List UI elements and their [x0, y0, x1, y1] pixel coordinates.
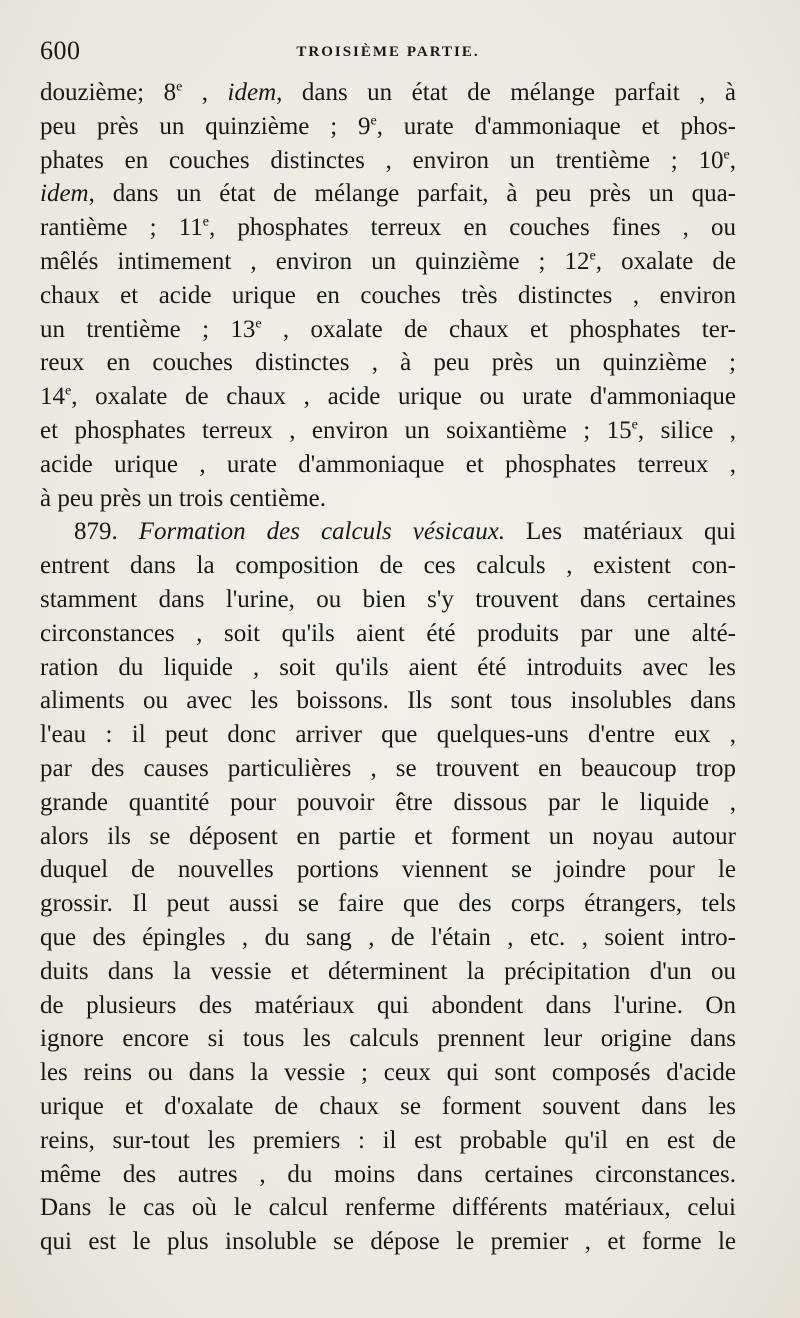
- text-segment: 14: [40, 383, 65, 411]
- ordinal-superscript: e: [202, 214, 209, 230]
- text-segment: par des causes particulières , se trouvent en beaucoup trop: [40, 754, 736, 782]
- text-segment: ,: [182, 79, 228, 106]
- text-line: [40, 989, 736, 1023]
- text-line: [40, 651, 736, 685]
- text-segment: et phosphates terreux , environ un soixantième ; 15: [40, 416, 632, 444]
- text-segment: que des épingles , du sang , de l'étain , etc. , soient intro-: [40, 923, 736, 951]
- text-segment: duquel de nouvelles portions viennent se joindre pour le: [40, 856, 736, 884]
- text-line: [40, 617, 736, 651]
- ordinal-superscript: e: [589, 248, 596, 264]
- text-segment: , silice ,: [637, 416, 736, 444]
- text-line: [40, 718, 736, 752]
- text-segment: urique et d'oxalate de chaux se forment souvent dans les: [40, 1092, 736, 1120]
- text-segment: reux en couches distinctes , à peu près un quinzième ;: [40, 349, 736, 377]
- text-segment: douzième; 8: [40, 79, 177, 106]
- ordinal-superscript: e: [723, 147, 730, 163]
- text-segment: , phosphates terreux en couches fines , ou: [208, 214, 736, 242]
- italic-text: idem: [40, 180, 89, 208]
- text-segment: acide urique , urate d'ammoniaque et phosphates terreux ,: [40, 450, 736, 478]
- text-line: [40, 549, 736, 583]
- text-segment: stamment dans l'urine, ou bien s'y trouvent dans certaines: [40, 585, 736, 613]
- text-line: [40, 1090, 736, 1124]
- text-line: [40, 515, 736, 549]
- text-segment: ration du liquide , soit qu'ils aient été introduits avec les: [40, 653, 736, 681]
- text-line: [40, 144, 736, 178]
- text-segment: mêlés intimement , environ un quinzième ; 12: [40, 247, 590, 275]
- text-line: [40, 380, 736, 414]
- text-segment: 879.: [74, 518, 139, 546]
- text-line: [40, 1158, 736, 1192]
- text-segment: Les matériaux qui: [505, 518, 736, 546]
- text-segment: duits dans la vessie et déterminent la précipitation d'un ou: [40, 957, 736, 985]
- text-segment: rantième ; 11: [40, 214, 203, 242]
- ordinal-superscript: e: [255, 316, 262, 332]
- italic-text: idem: [227, 79, 277, 106]
- text-line: [40, 211, 736, 245]
- text-line: [40, 245, 736, 279]
- text-segment: aliments ou avec les boissons. Ils sont tous insolubles dans: [40, 687, 736, 715]
- text-line: [40, 1056, 736, 1090]
- page-header: [40, 36, 736, 76]
- text-segment: peu près un quinzième ; 9: [40, 112, 371, 140]
- text-line: [40, 414, 736, 448]
- text-line: [40, 177, 736, 211]
- text-segment: de plusieurs des matériaux qui abondent dans l'urine. On: [40, 991, 736, 1019]
- text-segment: entrent dans la composition de ces calculs , existent con-: [40, 552, 736, 580]
- text-segment: ignore encore si tous les calculs prennent leur origine dans: [40, 1025, 736, 1053]
- text-line: [40, 583, 736, 617]
- text-segment: l'eau : il peut donc arriver que quelques-uns d'entre eux ,: [40, 721, 736, 749]
- text-segment: , dans un état de mélange parfait, à peu près un qua-: [88, 180, 736, 208]
- italic-text: Formation des calculs vésicaux.: [138, 518, 506, 546]
- text-segment: qui est le plus insoluble se dépose le premier , et forme le: [40, 1228, 736, 1256]
- text-line: [40, 887, 736, 921]
- text-segment: , urate d'ammoniaque et phos-: [376, 112, 736, 140]
- text-segment: Dans le cas où le calcul renferme différents matériaux, celui: [40, 1194, 736, 1222]
- text-line: [40, 1225, 736, 1259]
- text-segment: les reins ou dans la vessie ; ceux qui sont composés d'acide: [40, 1059, 736, 1087]
- text-line: [40, 921, 736, 955]
- text-line: [40, 955, 736, 989]
- text-line: [40, 786, 736, 820]
- running-head: TROISIÈME PARTIE.: [296, 44, 480, 60]
- text-line: [40, 279, 736, 313]
- text-segment: ,: [729, 146, 736, 174]
- text-line: [40, 1022, 736, 1056]
- text-line: [40, 1191, 736, 1225]
- ordinal-superscript: e: [631, 417, 638, 433]
- text-segment: , oxalate de: [595, 247, 737, 275]
- text-line: [40, 110, 736, 144]
- text-segment: à peu près un trois centième.: [40, 484, 327, 512]
- text-line: [40, 853, 736, 887]
- text-segment: , oxalate de chaux , acide urique ou urate d'ammoniaque: [71, 383, 736, 411]
- ordinal-superscript: e: [370, 113, 377, 129]
- text-segment: phates en couches distinctes , environ un trentième ; 10: [40, 146, 724, 174]
- text-segment: chaux et acide urique en couches très distinctes , environ: [40, 281, 736, 309]
- text-line: [40, 684, 736, 718]
- text-segment: reins, sur-tout les premiers : il est probable qu'il en est de: [40, 1126, 736, 1154]
- text-line: [40, 820, 736, 854]
- text-line: [40, 448, 736, 482]
- text-line: [40, 76, 736, 110]
- text-line: [40, 346, 736, 380]
- text-segment: circonstances , soit qu'ils aient été produits par une alté-: [40, 619, 736, 647]
- page-number: 600: [40, 36, 81, 65]
- ordinal-superscript: e: [176, 79, 183, 95]
- text-segment: grande quantité pour pouvoir être dissous par le liquide ,: [40, 788, 736, 816]
- text-segment: alors ils se déposent en partie et forment un noyau autour: [40, 822, 736, 850]
- text-segment: , dans un état de mélange parfait , à: [276, 79, 736, 106]
- body-text: [40, 76, 736, 1259]
- text-line: [40, 752, 736, 786]
- text-segment: grossir. Il peut aussi se faire que des corps étrangers, tels: [40, 890, 736, 918]
- text-line: [40, 313, 736, 347]
- text-segment: un trentième ; 13: [40, 315, 256, 343]
- text-segment: , oxalate de chaux et phosphates ter-: [261, 315, 736, 343]
- text-segment: même des autres , du moins dans certaines circonstances.: [40, 1160, 736, 1188]
- text-line: [40, 482, 736, 516]
- text-line: [40, 1124, 736, 1158]
- ordinal-superscript: e: [65, 383, 72, 399]
